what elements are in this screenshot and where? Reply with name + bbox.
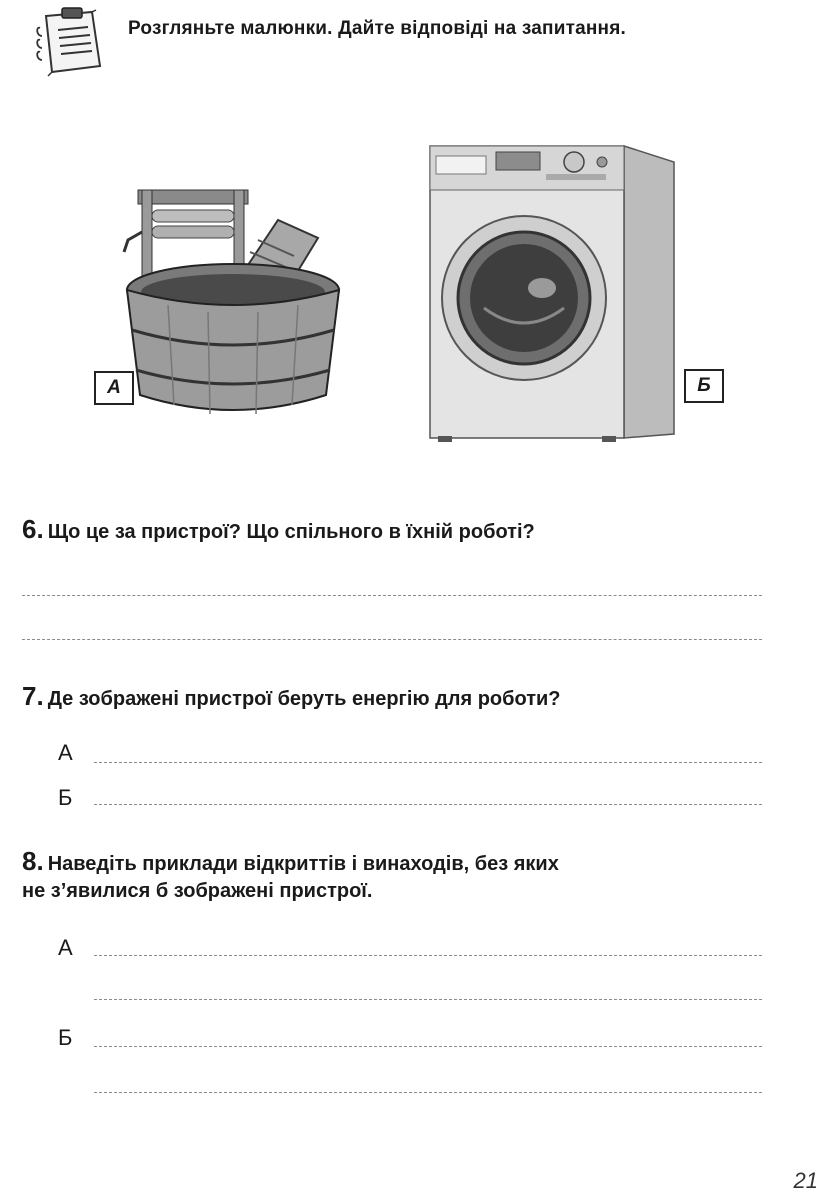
question-number: 8.	[22, 846, 44, 876]
answer-line[interactable]	[94, 762, 762, 763]
answer-line[interactable]	[94, 999, 762, 1000]
answer-line[interactable]	[94, 955, 762, 956]
figure-label-b: Б	[684, 369, 724, 403]
answer-letter-a: А	[58, 935, 73, 960]
question-number: 6.	[22, 514, 44, 544]
question-8-line2: не з’явилися б зображені пристрої.	[22, 880, 373, 902]
question-text: Що це за пристрої? Що спільного в їхній роботі?	[47, 521, 535, 543]
answer-line[interactable]	[94, 804, 762, 805]
question-6	[22, 514, 535, 547]
answer-line[interactable]	[22, 639, 762, 640]
figure-label-a: А	[94, 371, 134, 405]
washtub-image	[118, 180, 358, 420]
answer-letter-a: А	[58, 740, 73, 765]
instruction-text: Розгляньте малюнки. Дайте відповіді на запитання.	[128, 18, 626, 39]
answer-line[interactable]	[94, 1092, 762, 1093]
page-number: 21	[793, 1168, 818, 1193]
answer-letter-b: Б	[58, 1025, 73, 1050]
answer-line[interactable]	[94, 1046, 762, 1047]
question-text: Де зображені пристрої беруть енергію для роботи?	[47, 688, 561, 710]
question-text-line1: Наведіть приклади відкриттів і винаходів, без яких	[47, 853, 559, 875]
answer-letter-b: Б	[58, 785, 73, 810]
question-8	[22, 846, 559, 879]
notepad-icon	[34, 6, 108, 78]
washing-machine-image	[424, 138, 678, 442]
question-number: 7.	[22, 681, 44, 711]
question-7	[22, 681, 561, 714]
answer-line[interactable]	[22, 595, 762, 596]
